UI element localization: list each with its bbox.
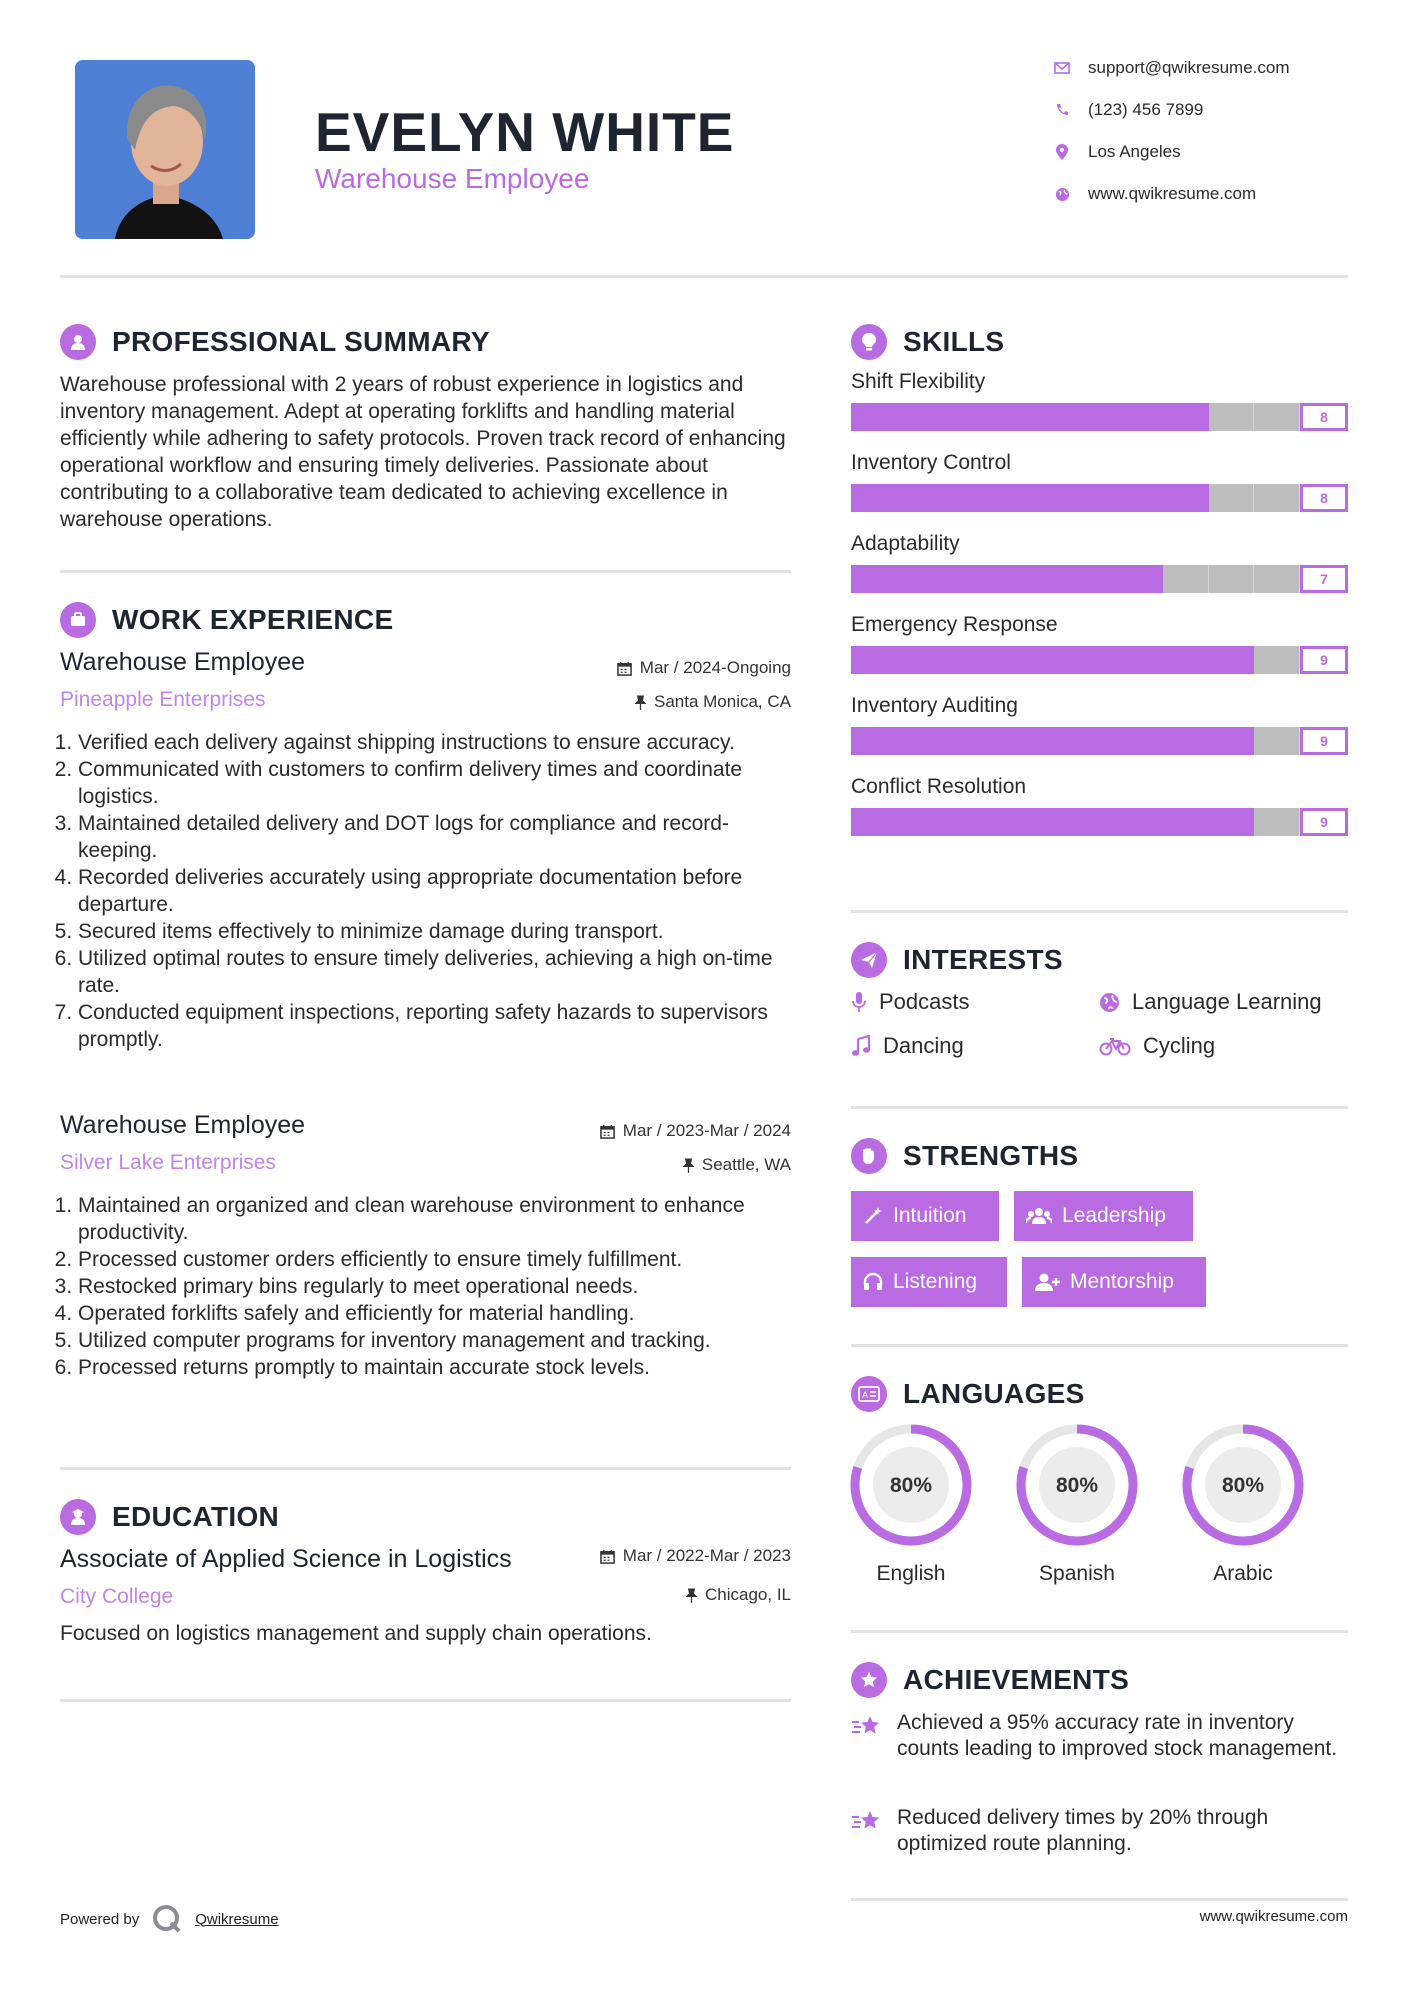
job-1-dates [500,658,791,678]
language-item [849,1423,973,1586]
skill-bar-segment [1254,484,1300,512]
skill-name: Emergency Response [851,613,1058,636]
briefcase-icon [60,602,96,638]
summary-title: PROFESSIONAL SUMMARY [112,326,490,357]
language-item [1181,1423,1305,1586]
job-2-location-text: Seattle, WA [701,1155,791,1174]
skill-bar-segment [940,565,985,593]
skill-level: 9 [1300,727,1348,755]
skill-item [851,532,1348,593]
skill-bar-segment [985,727,1030,755]
skill-bar-segment [1209,484,1255,512]
job-2-dates [500,1121,791,1141]
job-1-duties [60,729,808,1053]
users-icon [1026,1206,1052,1226]
skill-bar-segment [1030,403,1075,431]
job-1-location [500,692,791,712]
interests-heading [851,942,1063,978]
language-percent: 80% [889,1474,933,1497]
list-item: 6. Utilized optimal routes to ensure timely deliveries, achieving a high on-time rate. [78,945,808,999]
list-item: 6. Processed returns promptly to maintain accurate stock levels. [78,1354,808,1381]
skill-level: 8 [1300,484,1348,512]
skill-bar-segment [851,565,896,593]
skill-bar-segment [1030,484,1075,512]
languages-title: LANGUAGES [903,1378,1085,1409]
skill-bar-segment [896,727,941,755]
pushpin-icon [683,1158,694,1173]
skill-bar-segment [1120,727,1165,755]
job-2-dates-text: Mar / 2023-Mar / 2024 [622,1121,791,1140]
interest-dancing [851,1033,964,1059]
skills-list [851,370,1348,856]
skill-bar-segment [1165,808,1210,836]
powered-by-text: Powered by [60,1910,140,1928]
job-2-location [500,1155,791,1175]
skill-bar-segment [985,403,1030,431]
strengths-divider [851,1344,1348,1347]
skill-bar-segment [1165,646,1210,674]
contact-website-text: www.qwikresume.com [1088,184,1257,203]
skill-bar-segment [896,565,941,593]
education-dates-text: Mar / 2022-Mar / 2023 [622,1546,791,1565]
interests-title: INTERESTS [903,944,1063,975]
achievement-item [851,1710,1348,1762]
education-location-text: Chicago, IL [705,1585,791,1604]
experience-divider [60,1467,791,1470]
skill-bar-segment [940,484,985,512]
list-item: 2. Processed customer orders efficiently to ensure timely fulfillment. [78,1246,808,1273]
skill-item [851,613,1348,674]
list-item: 7. Conducted equipment inspections, reporting safety hazards to supervisors promptly. [78,999,808,1053]
skill-bar-segment [940,403,985,431]
footer-powered-by [60,1903,279,1935]
skill-bar [851,484,1348,512]
skill-bar-segment [896,808,941,836]
interest-label: Podcasts [879,989,970,1014]
strengths-heading [851,1138,1078,1174]
skill-level: 9 [1300,808,1348,836]
job-2-duties [60,1192,808,1381]
envelope-icon [1050,62,1074,74]
contact-website[interactable] [1050,184,1370,204]
pushpin-icon [635,695,646,710]
skill-bar-segment [851,727,896,755]
skill-bar-segment [1254,808,1300,836]
globe-icon [1050,187,1074,202]
skill-bar [851,646,1348,674]
skill-bar-segment [851,484,896,512]
skill-bar-segment [1030,646,1075,674]
qwikresume-logo-icon [151,1903,183,1935]
skill-item [851,370,1348,431]
skill-name: Conflict Resolution [851,775,1027,798]
svg-text:A: A [862,1391,869,1401]
list-item: 1. Maintained an organized and clean warehouse environment to enhance productivity. [78,1192,808,1246]
skill-level: 7 [1300,565,1348,593]
achievements-title: ACHIEVEMENTS [903,1664,1130,1695]
achievement-item [851,1805,1348,1857]
list-item: 2. Communicated with customers to confirm delivery times and coordinate logistics. [78,756,808,810]
skill-bar-segment [1209,808,1254,836]
education-divider [60,1699,791,1702]
skill-bar-segment [1209,403,1255,431]
experience-title: WORK EXPERIENCE [112,604,394,635]
lightbulb-icon [851,324,887,360]
skill-bar-segment [1164,484,1209,512]
pushpin-icon [686,1588,697,1603]
skill-bar-segment [1075,808,1120,836]
skill-name: Inventory Auditing [851,694,1018,717]
skill-level: 8 [1300,403,1348,431]
skill-bar-segment [1209,646,1254,674]
job-1-location-text: Santa Monica, CA [653,692,791,711]
list-item: 4. Recorded deliveries accurately using appropriate documentation before departure. [78,864,808,918]
skill-bar [851,808,1348,836]
list-item: 1. Verified each delivery against shipping instructions to ensure accuracy. [78,729,808,756]
skill-bar-segment [1119,403,1164,431]
phone-icon [1050,103,1074,117]
education-location [500,1585,791,1605]
skill-bar-segment [851,808,896,836]
languages-divider [851,1630,1348,1633]
skill-item [851,694,1348,755]
skill-bar-segment [1164,403,1209,431]
skill-item [851,451,1348,512]
profile-photo [75,60,255,239]
list-item: 4. Operated forklifts safely and efficiently for material handling. [78,1300,808,1327]
paper-plane-icon [851,942,887,978]
interest-label: Cycling [1143,1033,1216,1058]
skill-bar-segment [985,646,1030,674]
contact-email-text: support@qwikresume.com [1088,58,1290,77]
skill-bar-segment [896,403,941,431]
skill-bar-segment [1075,727,1120,755]
job-2-company: Silver Lake Enterprises [60,1151,276,1174]
strength-label: Intuition [893,1204,967,1227]
skill-bar-segment [896,646,941,674]
map-pin-icon [1050,144,1074,160]
skill-bar [851,565,1348,593]
skill-bar-segment [1074,565,1119,593]
language-item [1015,1423,1139,1586]
language-name: English [876,1562,946,1585]
skill-bar-segment [941,646,986,674]
interests-divider [851,1106,1348,1109]
skill-bar-segment [1254,403,1300,431]
globe-icon [1099,992,1120,1013]
interest-cycling [1099,1033,1215,1059]
language-name: Arabic [1213,1562,1273,1585]
skill-bar-segment [1254,646,1300,674]
skill-bar-segment [1119,565,1164,593]
interest-podcasts [851,989,970,1015]
language-progress-ring [1015,1423,1139,1547]
award-icon [851,1662,887,1698]
fist-icon [851,1138,887,1174]
skill-level: 9 [1300,646,1348,674]
skill-bar [851,403,1348,431]
skill-bar-segment [851,646,896,674]
education-school: City College [60,1585,174,1608]
education-degree: Associate of Applied Science in Logistics [60,1545,512,1573]
skills-heading [851,324,1004,360]
user-plus-icon [1034,1272,1060,1292]
skill-bar-segment [1075,646,1120,674]
language-name: Spanish [1039,1562,1115,1585]
magic-wand-icon [863,1206,883,1226]
strength-intuition [851,1191,999,1241]
graduate-icon [60,1499,96,1535]
skill-bar-segment [1163,565,1209,593]
contact-phone[interactable] [1050,100,1370,120]
headphones-icon [863,1272,883,1292]
skill-bar-segment [1030,808,1075,836]
skill-bar-segment [1209,727,1254,755]
microphone-icon [851,991,867,1013]
interest-label: Dancing [883,1033,964,1058]
job-1-dates-text: Mar / 2024-Ongoing [639,658,791,677]
job-2-role: Warehouse Employee [60,1111,306,1139]
education-description: Focused on logistics management and supply chain operations. [60,1622,652,1645]
list-item: 5. Utilized computer programs for inventory management and tracking. [78,1327,808,1354]
contact-location-text: Los Angeles [1088,142,1181,161]
skill-name: Inventory Control [851,451,1011,474]
user-icon [60,324,96,360]
achievement-text: Reduced delivery times by 20% through optimized route planning. [897,1806,1269,1855]
skill-bar-segment [941,808,986,836]
contact-phone-text: (123) 456 7899 [1088,100,1204,119]
list-item: 3. Restocked primary bins regularly to meet operational needs. [78,1273,808,1300]
skill-bar-segment [1254,727,1300,755]
skill-bar-segment [985,808,1030,836]
skill-bar-segment [1209,565,1255,593]
skill-bar-segment [1030,727,1075,755]
bicycle-icon [1099,1036,1131,1056]
languages-list [849,1423,1349,1586]
skill-bar-segment [851,403,896,431]
achievement-text: Achieved a 95% accuracy rate in inventory counts leading to improved stock management. [897,1711,1338,1760]
candidate-title: Warehouse Employee [315,163,590,194]
education-title: EDUCATION [112,1501,280,1532]
list-item: 3. Maintained detailed delivery and DOT logs for compliance and record-keeping. [78,810,808,864]
skill-name: Shift Flexibility [851,370,986,393]
calendar-icon [600,1549,615,1564]
achievements-heading [851,1662,1129,1698]
shooting-star-icon [851,1809,883,1833]
skill-bar-segment [1165,727,1210,755]
language-card-icon [851,1376,887,1412]
strength-label: Listening [893,1270,978,1293]
skill-bar-segment [896,484,941,512]
contact-email[interactable] [1050,58,1370,78]
skill-bar-segment [985,484,1030,512]
strength-listening [851,1257,1007,1307]
education-heading [60,1499,279,1535]
achievements-divider [851,1898,1348,1901]
shooting-star-icon [851,1714,883,1738]
calendar-icon [600,1124,615,1139]
skill-name: Adaptability [851,532,960,555]
strength-mentorship [1022,1257,1206,1307]
experience-heading [60,602,393,638]
skill-bar-segment [985,565,1030,593]
qwikresume-link[interactable]: Qwikresume [195,1910,279,1928]
interest-label: Language Learning [1132,989,1322,1014]
skill-bar-segment [1120,646,1165,674]
skill-bar-segment [941,727,986,755]
skill-bar [851,727,1348,755]
job-1-company: Pineapple Enterprises [60,688,266,711]
strength-leadership [1014,1191,1193,1241]
list-item: 5. Secured items effectively to minimize damage during transport. [78,918,808,945]
education-dates [500,1546,791,1566]
summary-text: Warehouse professional with 2 years of robust experience in logistics and inventory management. Adept at operating forklifts and handling material efficiently while adhering to safety protocols. Proven track record of enhancing operational workflow and ensuring timely deliveries. Passionate about contributing to a collaborative team dedicated to achieving excellence in warehouse operations. [60,373,786,531]
skill-bar-segment [1075,484,1120,512]
language-percent: 80% [1055,1474,1099,1497]
skill-bar-segment [1120,808,1165,836]
contact-location [1050,142,1370,162]
strengths-title: STRENGTHS [903,1140,1079,1171]
interest-language-learning [1099,989,1322,1015]
job-1-role: Warehouse Employee [60,648,306,676]
header-divider [60,275,1348,278]
calendar-icon [617,661,632,676]
skill-item [851,775,1348,836]
strength-label: Leadership [1062,1204,1166,1227]
summary-divider [60,570,791,573]
skills-divider [851,910,1348,913]
skills-title: SKILLS [903,326,1005,357]
skill-bar-segment [1119,484,1164,512]
languages-heading [851,1376,1085,1412]
music-note-icon [851,1035,871,1057]
skill-bar-segment [1075,403,1120,431]
language-progress-ring [849,1423,973,1547]
skill-bar-segment [1254,565,1300,593]
language-percent: 80% [1221,1474,1265,1497]
strength-label: Mentorship [1070,1270,1174,1293]
candidate-name: EVELYN WHITE [315,101,735,163]
footer-website[interactable]: www.qwikresume.com [1199,1908,1348,1925]
skill-bar-segment [1029,565,1074,593]
language-progress-ring [1181,1423,1305,1547]
summary-heading [60,324,490,360]
